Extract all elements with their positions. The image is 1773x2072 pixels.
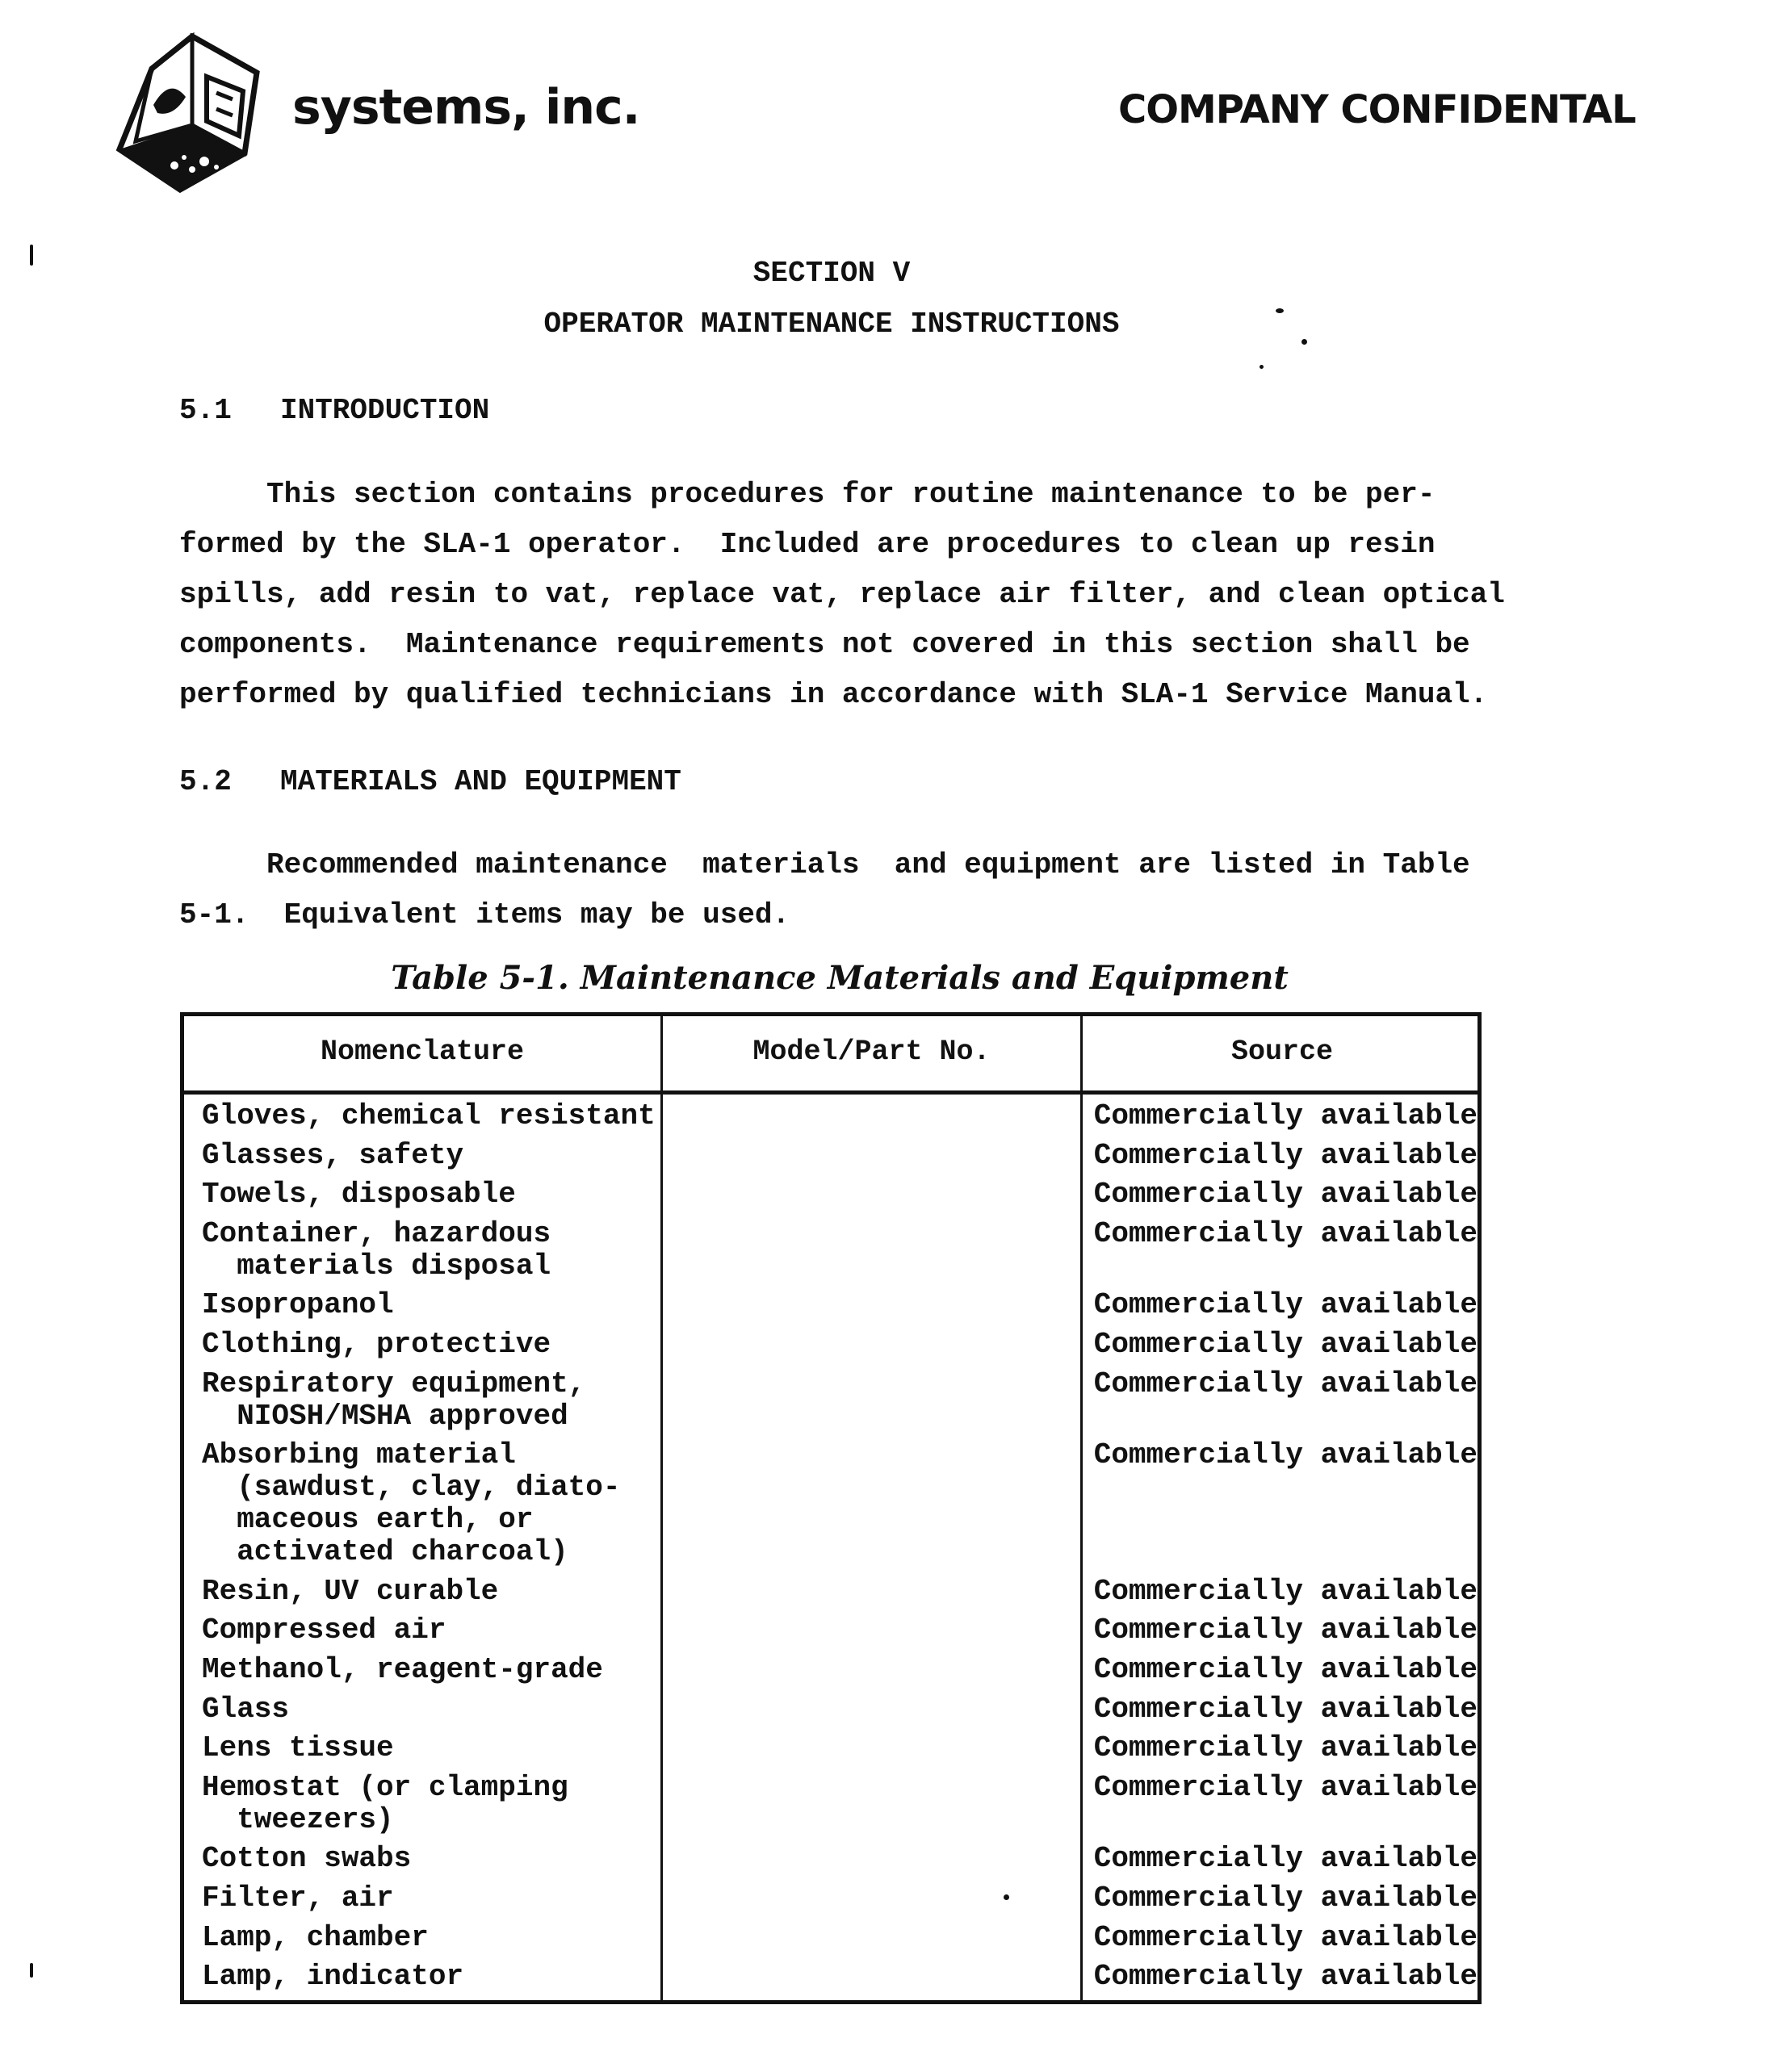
cell-source: Commercially available xyxy=(1094,1140,1478,1172)
table-row xyxy=(202,1922,1478,1954)
scan-mark xyxy=(30,1963,33,1978)
table-row xyxy=(202,1882,1478,1915)
table-row xyxy=(202,1654,1478,1686)
table-row xyxy=(202,1843,1478,1875)
cell-source: Commercially available xyxy=(1094,1100,1478,1132)
materials-section-number: 5.2 xyxy=(179,757,232,807)
table-row xyxy=(202,1368,1478,1433)
table-row xyxy=(202,1693,1478,1726)
table-row xyxy=(202,1218,1478,1283)
cell-source: Commercially available xyxy=(1094,1289,1478,1321)
intro-paragraph: This section contains procedures for routine maintenance to be per- formed by the SLA-1 operator. Included are procedures to clean up resin spills, add resin to vat, replace vat, replace air filter, and clean optical components. Maintenance requirements not covered in this section shall be performed by qualified technicians in accordance with SLA-1 Service Manual. xyxy=(179,470,1505,720)
company-logo xyxy=(103,28,289,202)
cell-nomenclature: Isopropanol xyxy=(202,1289,1094,1321)
cell-nomenclature: Glass xyxy=(202,1693,1094,1726)
cell-nomenclature: Gloves, chemical resistant xyxy=(202,1100,1094,1132)
cell-nomenclature: Lens tissue xyxy=(202,1732,1094,1764)
cell-source: Commercially available xyxy=(1094,1882,1478,1915)
scan-mark xyxy=(1276,308,1284,313)
scan-mark xyxy=(1260,365,1264,369)
cell-nomenclature: Lamp, indicator xyxy=(202,1961,1094,1993)
table-row xyxy=(202,1329,1478,1361)
table-row xyxy=(202,1178,1478,1211)
cell-source: Commercially available xyxy=(1094,1961,1478,1993)
materials-paragraph: Recommended maintenance materials and equipment are listed in Table 5-1. Equivalent items may be used. xyxy=(179,840,1470,940)
table-caption: Table 5-1. Maintenance Materials and Equipment xyxy=(0,959,1679,997)
cell-nomenclature: Cotton swabs xyxy=(202,1843,1094,1875)
table-row xyxy=(202,1614,1478,1647)
cell-source: Commercially available xyxy=(1094,1693,1478,1726)
table-row xyxy=(202,1961,1478,1993)
cell-source: Commercially available xyxy=(1094,1732,1478,1764)
section-subtitle: OPERATOR MAINTENANCE INSTRUCTIONS xyxy=(0,299,1663,350)
header-nomenclature: Nomenclature xyxy=(184,1036,660,1068)
cell-nomenclature: Respiratory equipment, NIOSH/MSHA approved xyxy=(202,1368,1094,1433)
cell-nomenclature: Filter, air xyxy=(202,1882,1094,1915)
company-name: systems, inc. xyxy=(292,79,639,136)
cell-nomenclature: Methanol, reagent-grade xyxy=(202,1654,1094,1686)
header-source: Source xyxy=(1083,1036,1482,1068)
section-title: SECTION V xyxy=(0,249,1663,299)
materials-table xyxy=(180,1012,1482,2004)
table-row xyxy=(202,1140,1478,1172)
table-row xyxy=(202,1576,1478,1608)
table-row xyxy=(202,1439,1478,1568)
table-body xyxy=(202,1100,1478,2000)
cell-nomenclature: Compressed air xyxy=(202,1614,1094,1647)
table-row xyxy=(202,1772,1478,1836)
header-divider xyxy=(184,1090,1478,1095)
cell-source: Commercially available xyxy=(1094,1439,1478,1568)
cell-nomenclature: Hemostat (or clamping tweezers) xyxy=(202,1772,1094,1836)
cell-source: Commercially available xyxy=(1094,1218,1478,1283)
scan-mark xyxy=(1301,339,1307,345)
intro-section-number: 5.1 xyxy=(179,386,232,436)
cell-source: Commercially available xyxy=(1094,1654,1478,1686)
cell-source: Commercially available xyxy=(1094,1843,1478,1875)
table-row xyxy=(202,1732,1478,1764)
confidentiality-label: COMPANY CONFIDENTAL xyxy=(1118,87,1636,132)
cell-source: Commercially available xyxy=(1094,1922,1478,1954)
cell-source: Commercially available xyxy=(1094,1614,1478,1647)
cell-source: Commercially available xyxy=(1094,1368,1478,1433)
cell-nomenclature: Absorbing material (sawdust, clay, diato- maceous earth, or activated charcoal) xyxy=(202,1439,1094,1568)
cell-source: Commercially available xyxy=(1094,1576,1478,1608)
cell-source: Commercially available xyxy=(1094,1772,1478,1836)
cell-nomenclature: Lamp, chamber xyxy=(202,1922,1094,1954)
cell-nomenclature: Glasses, safety xyxy=(202,1140,1094,1172)
cell-nomenclature: Towels, disposable xyxy=(202,1178,1094,1211)
cell-nomenclature: Container, hazardous materials disposal xyxy=(202,1218,1094,1283)
table-row xyxy=(202,1100,1478,1132)
cell-source: Commercially available xyxy=(1094,1329,1478,1361)
cell-source: Commercially available xyxy=(1094,1178,1478,1211)
scan-mark xyxy=(1004,1894,1009,1900)
header-model-part-no: Model/Part No. xyxy=(663,1036,1080,1068)
intro-section-heading: INTRODUCTION xyxy=(280,386,489,436)
cell-nomenclature: Resin, UV curable xyxy=(202,1576,1094,1608)
materials-section-heading: MATERIALS AND EQUIPMENT xyxy=(280,757,681,807)
cell-nomenclature: Clothing, protective xyxy=(202,1329,1094,1361)
scan-mark xyxy=(30,245,33,266)
table-row xyxy=(202,1289,1478,1321)
